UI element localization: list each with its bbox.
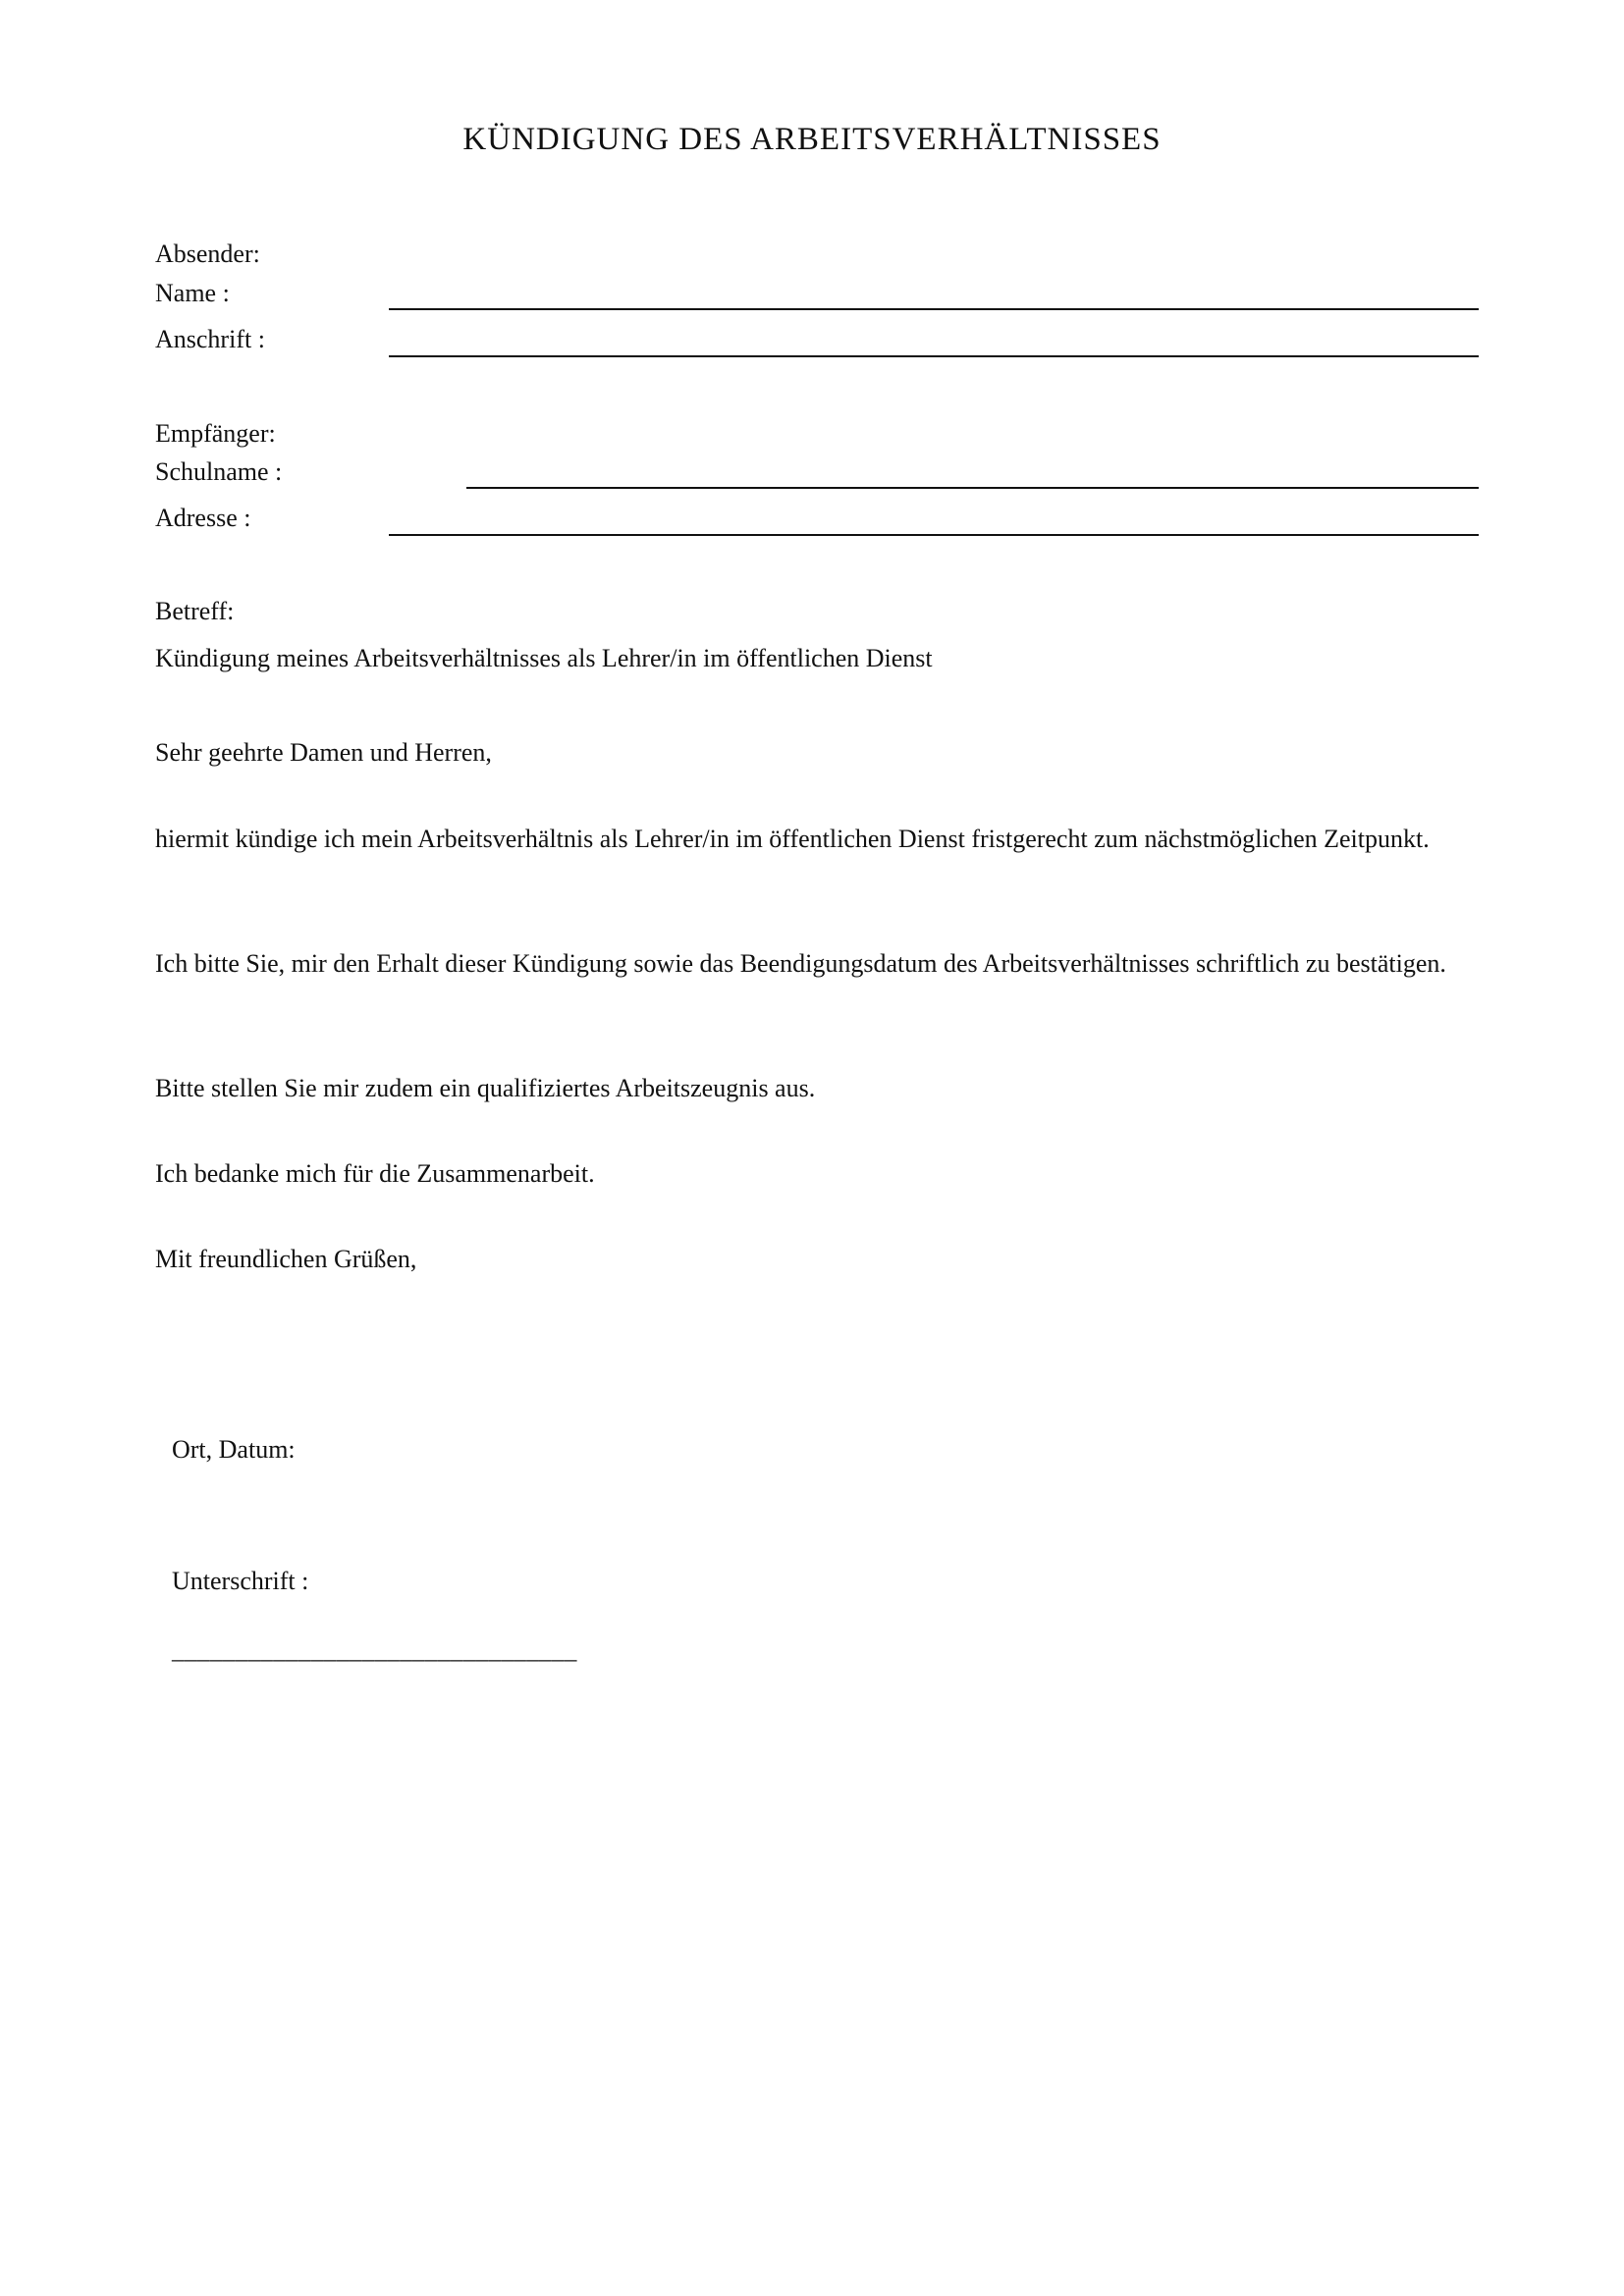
recipient-school-label: Schulname : [155,457,283,486]
signature-line[interactable]: ________________________________ [172,1637,577,1664]
recipient-address-label: Adresse : [155,504,251,532]
salutation: Sehr geehrte Damen und Herren, [155,738,492,767]
closing: Mit freundlichen Grüßen, [155,1245,417,1273]
signature-label: Unterschrift : [172,1567,309,1595]
sender-name-field-line[interactable] [389,308,1479,310]
body-paragraph-2: Ich bitte Sie, mir den Erhalt dieser Kündigung sowie das Beendigungsdatum des Arbeitsverhältnisses schriftlich zu bestätigen. [155,949,1446,978]
recipient-address-field-line[interactable] [389,534,1479,536]
recipient-school-field-line[interactable] [466,487,1479,489]
body-paragraph-3: Bitte stellen Sie mir zudem ein qualifiziertes Arbeitszeugnis aus. [155,1074,816,1102]
subject-text: Kündigung meines Arbeitsverhältnisses als Lehrer/in im öffentlichen Dienst [155,644,933,672]
document-title: KÜNDIGUNG DES ARBEITSVERHÄLTNISSES [462,122,1162,157]
sender-heading: Absender: [155,240,260,268]
sender-name-label: Name : [155,279,230,307]
body-paragraph-1: hiermit kündige ich mein Arbeitsverhältnis als Lehrer/in im öffentlichen Dienst fristgerecht zum nächstmöglichen Zeitpunkt. [155,825,1430,853]
sender-address-field-line[interactable] [389,355,1479,357]
recipient-heading: Empfänger: [155,419,276,448]
subject-label: Betreff: [155,597,235,625]
body-paragraph-4: Ich bedanke mich für die Zusammenarbeit. [155,1159,595,1188]
sender-address-label: Anschrift : [155,325,265,353]
place-date-label: Ort, Datum: [172,1435,296,1464]
